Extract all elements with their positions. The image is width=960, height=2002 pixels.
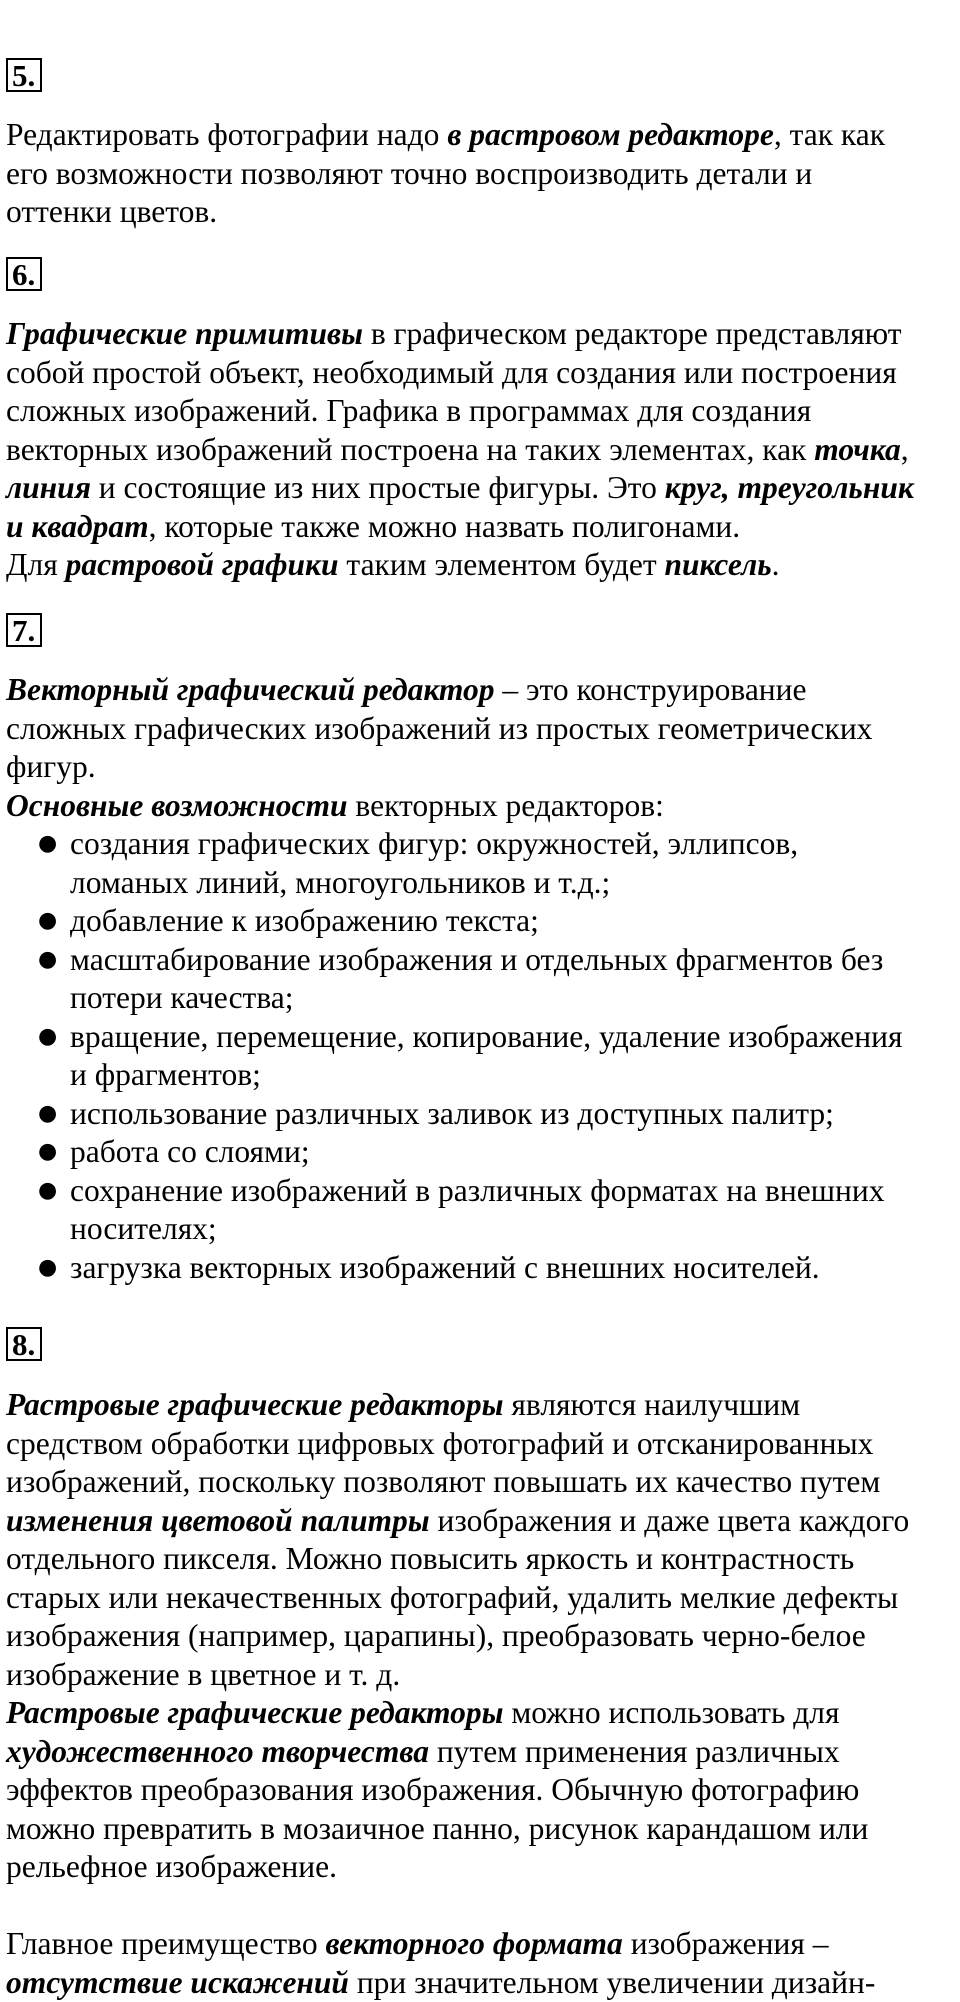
text-run: и состоящие из них простые фигуры. Это xyxy=(91,470,665,505)
closing-paragraph xyxy=(6,1925,956,2002)
section-7-text xyxy=(6,671,956,1287)
text-line xyxy=(6,748,956,787)
bullet-icon: ● xyxy=(38,1133,57,1172)
bullet-icon: ● xyxy=(38,902,57,941)
text-line xyxy=(6,710,956,749)
emphasis-term: растровой графики xyxy=(66,547,339,582)
text-line xyxy=(6,1579,956,1618)
text-run: векторных изображений построена на таких элементах, как xyxy=(6,432,814,467)
text-run: векторных редакторов: xyxy=(348,788,664,823)
emphasis-term: круг, треугольник xyxy=(665,470,914,505)
list-item-line: масштабирование изображения и отдельных фрагментов без xyxy=(70,941,956,980)
text-line xyxy=(6,392,956,431)
list-item-line: потери качества; xyxy=(70,979,956,1018)
list-item-line: вращение, перемещение, копирование, удаление изображения xyxy=(70,1018,956,1057)
list-item-line: добавление к изображению текста; xyxy=(70,902,956,941)
text-line xyxy=(6,1771,956,1810)
list-item-line: ломаных линий, многоугольников и т.д.; xyxy=(70,864,956,903)
text-run: являются наилучшим xyxy=(504,1387,801,1422)
bullet-icon: ● xyxy=(38,1172,57,1211)
text-run: , так как xyxy=(774,117,885,152)
emphasis-term: линия xyxy=(6,470,91,505)
list-item-line: работа со слоями; xyxy=(70,1133,956,1172)
task-number-8: 8. xyxy=(6,1327,42,1361)
text-line xyxy=(6,1964,956,2002)
emphasis-term: изменения цветовой палитры xyxy=(6,1503,430,1538)
text-run: изображений, поскольку позволяют повышать их качество путем xyxy=(6,1464,880,1499)
text-run: , которые также можно назвать полигонами. xyxy=(149,509,741,544)
text-line xyxy=(6,193,956,232)
list-item-line: загрузка векторных изображений с внешних носителей. xyxy=(70,1249,956,1288)
text-run: при значительном увеличении дизайн- xyxy=(349,1965,875,2000)
text-line xyxy=(6,1425,956,1464)
list-item-line: и фрагментов; xyxy=(70,1056,956,1095)
text-line xyxy=(6,1540,956,1579)
bullet-icon: ● xyxy=(38,941,57,980)
list-item xyxy=(6,1172,956,1249)
text-line xyxy=(6,1502,956,1541)
text-line xyxy=(6,354,956,393)
list-item xyxy=(6,1133,956,1172)
emphasis-term: Графические примитивы xyxy=(6,316,363,351)
emphasis-term: пиксель xyxy=(665,547,772,582)
text-run: собой простой объект, необходимый для создания или построения xyxy=(6,355,897,390)
text-run: можно превратить в мозаичное панно, рисунок карандашом или xyxy=(6,1811,868,1846)
section-8-text xyxy=(6,1386,956,1887)
text-run: – это конструирование xyxy=(494,672,806,707)
text-run: таким элементом будет xyxy=(339,547,665,582)
text-run: оттенки цветов. xyxy=(6,194,217,229)
emphasis-term: векторного формата xyxy=(325,1926,622,1961)
emphasis-term: Растровые графические редакторы xyxy=(6,1695,504,1730)
text-run: путем применения различных xyxy=(429,1734,840,1769)
text-line xyxy=(6,431,956,470)
text-run: его возможности позволяют точно воспроизводить детали и xyxy=(6,156,812,191)
task-number-5: 5. xyxy=(6,58,42,92)
text-line xyxy=(6,1733,956,1772)
text-run: изображения (например, царапины), преобразовать черно-белое xyxy=(6,1618,866,1653)
text-line xyxy=(6,1617,956,1656)
bullet-icon: ● xyxy=(38,1095,57,1134)
text-run: изображения – xyxy=(623,1926,829,1961)
list-item-line: сохранение изображений в различных форматах на внешних xyxy=(70,1172,956,1211)
text-line xyxy=(6,1810,956,1849)
text-line xyxy=(6,155,956,194)
text-line xyxy=(6,787,956,826)
text-line xyxy=(6,671,956,710)
text-run: средством обработки цифровых фотографий и отсканированных xyxy=(6,1426,873,1461)
text-run: фигур. xyxy=(6,749,96,784)
text-line xyxy=(6,1925,956,1964)
text-line xyxy=(6,1386,956,1425)
text-run: сложных графических изображений из простых геометрических xyxy=(6,711,872,746)
list-item xyxy=(6,902,956,941)
text-line xyxy=(6,546,956,585)
task-number-7: 7. xyxy=(6,613,42,647)
text-line xyxy=(6,469,956,508)
emphasis-term: точка xyxy=(814,432,901,467)
text-run: Редактировать фотографии надо xyxy=(6,117,447,152)
emphasis-term: и квадрат xyxy=(6,509,149,544)
list-item xyxy=(6,941,956,1018)
list-item xyxy=(6,825,956,902)
text-line xyxy=(6,1694,956,1733)
text-run: эффектов преобразования изображения. Обычную фотографию xyxy=(6,1772,859,1807)
bullet-icon: ● xyxy=(38,1249,57,1288)
capabilities-list xyxy=(6,825,956,1287)
list-item-line: использование различных заливок из доступных палитр; xyxy=(70,1095,956,1134)
text-line xyxy=(6,1656,956,1695)
emphasis-term: в растровом редакторе xyxy=(447,117,774,152)
emphasis-term: отсутствие искажений xyxy=(6,1965,349,2000)
text-run: Главное преимущество xyxy=(6,1926,325,1961)
task-number-6: 6. xyxy=(6,257,42,291)
section-5-text xyxy=(6,116,956,232)
text-line xyxy=(6,116,956,155)
text-run: рельефное изображение. xyxy=(6,1849,337,1884)
text-run: сложных изображений. Графика в программах для создания xyxy=(6,393,811,428)
text-run: . xyxy=(772,547,780,582)
text-line xyxy=(6,315,956,354)
text-run: изображения и даже цвета каждого xyxy=(430,1503,910,1538)
emphasis-term: Основные возможности xyxy=(6,788,348,823)
emphasis-term: Растровые графические редакторы xyxy=(6,1387,504,1422)
text-line xyxy=(6,508,956,547)
text-line xyxy=(6,1848,956,1887)
text-run: старых или некачественных фотографий, удалить мелкие дефекты xyxy=(6,1580,898,1615)
list-item-line: носителях; xyxy=(70,1210,956,1249)
list-item xyxy=(6,1249,956,1288)
emphasis-term: художественного творчества xyxy=(6,1734,429,1769)
text-run: Для xyxy=(6,547,66,582)
emphasis-term: Векторный графический редактор xyxy=(6,672,494,707)
text-run: , xyxy=(901,432,909,467)
text-line xyxy=(6,1463,956,1502)
bullet-icon: ● xyxy=(38,1018,57,1057)
text-run: можно использовать для xyxy=(504,1695,840,1730)
list-item xyxy=(6,1018,956,1095)
list-item xyxy=(6,1095,956,1134)
list-item-line: создания графических фигур: окружностей, эллипсов, xyxy=(70,825,956,864)
bullet-icon: ● xyxy=(38,825,57,864)
text-run: отдельного пикселя. Можно повысить яркость и контрастность xyxy=(6,1541,854,1576)
text-run: изображение в цветное и т. д. xyxy=(6,1657,400,1692)
section-6-text xyxy=(6,315,956,585)
text-run: в графическом редакторе представляют xyxy=(363,316,902,351)
